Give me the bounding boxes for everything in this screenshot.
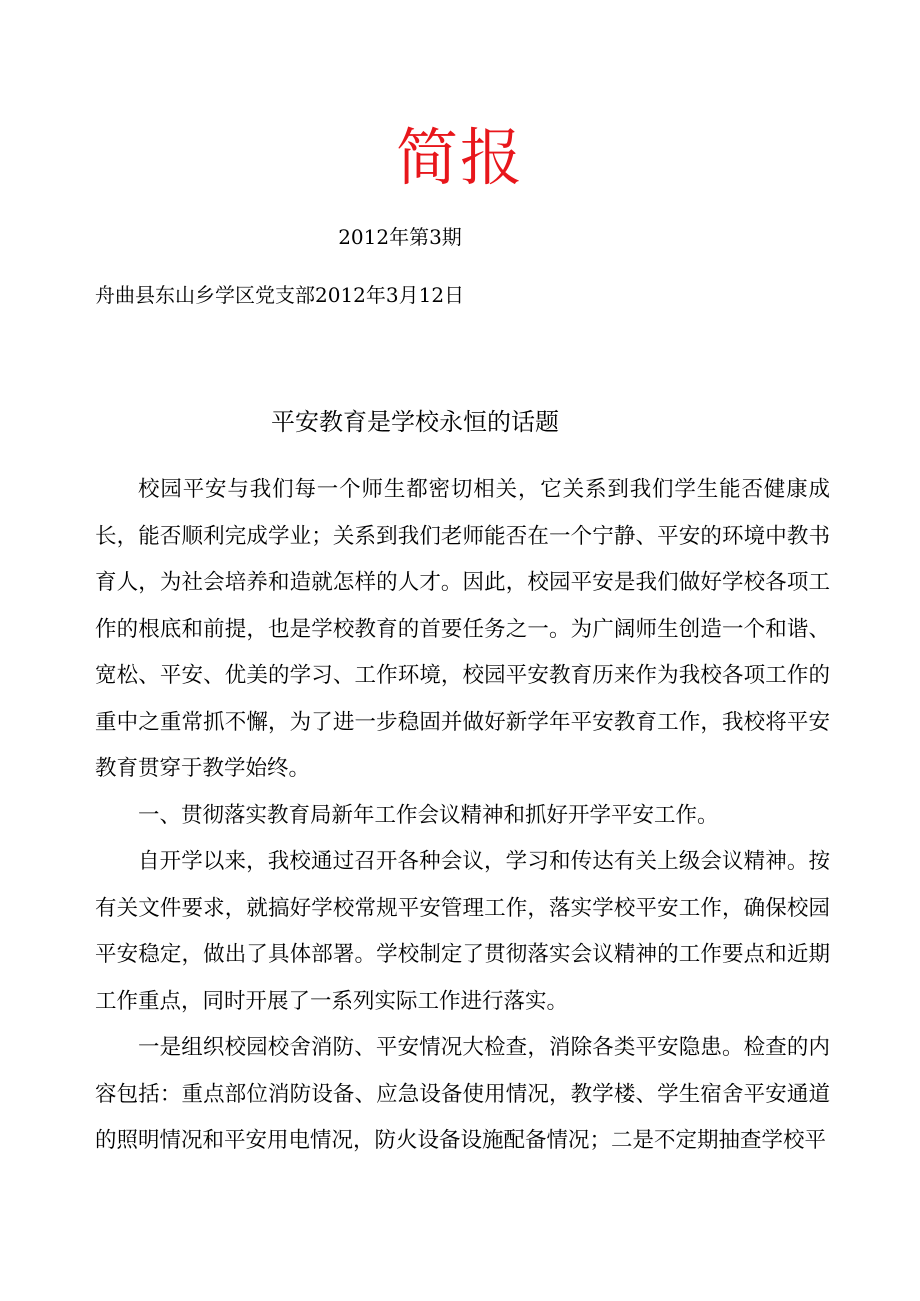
publisher-date-line: 舟曲县东山乡学区党支部2012年3月12日 (95, 283, 465, 307)
article-body (95, 467, 830, 1165)
issue-number: 2012年第3期 (338, 225, 462, 249)
paragraph-inspection: 一是组织校园校舍消防、平安情况大检查，消除各类平安隐患。检查的内容包括：重点部位消防设备、应急设备使用情况，教学楼、学生宿舍平安通道的照明情况和平安用电情况，防火设备设施配备情况；二是不定期抽查学校平 (95, 1035, 830, 1153)
article-title: 平安教育是学校永恒的话题 (271, 408, 559, 436)
paragraph-section-heading: 一、贯彻落实教育局新年工作会议精神和抓好开学平安工作。 (138, 802, 719, 828)
masthead-title: 简报 (395, 121, 524, 194)
paragraph-intro: 校园平安与我们每一个师生都密切相关，它关系到我们学生能否健康成长，能否顺利完成学业；关系到我们老师能否在一个宁静、平安的环境中教书育人，为社会培养和造就怎样的人才。因此，校园平安是我们做好学校各项工作的根底和前提，也是学校教育的首要任务之一。为广阔师生创造一个和谐、宽松、平安、优美的学习、工作环境，校园平安教育历来作为我校各项工作的重中之重常抓不懈，为了进一步稳固并做好新学年平安教育工作，我校将平安教育贯穿于教学始终。 (95, 477, 830, 781)
paragraph-meetings: 自开学以来，我校通过召开各种会议，学习和传达有关上级会议精神。按有关文件要求，就搞好学校常规平安管理工作，落实学校平安工作，确保校园平安稳定，做出了具体部署。学校制定了贯彻落实会议精神的工作要点和近期工作重点，同时开展了一系列实际工作进行落实。 (95, 849, 830, 1014)
